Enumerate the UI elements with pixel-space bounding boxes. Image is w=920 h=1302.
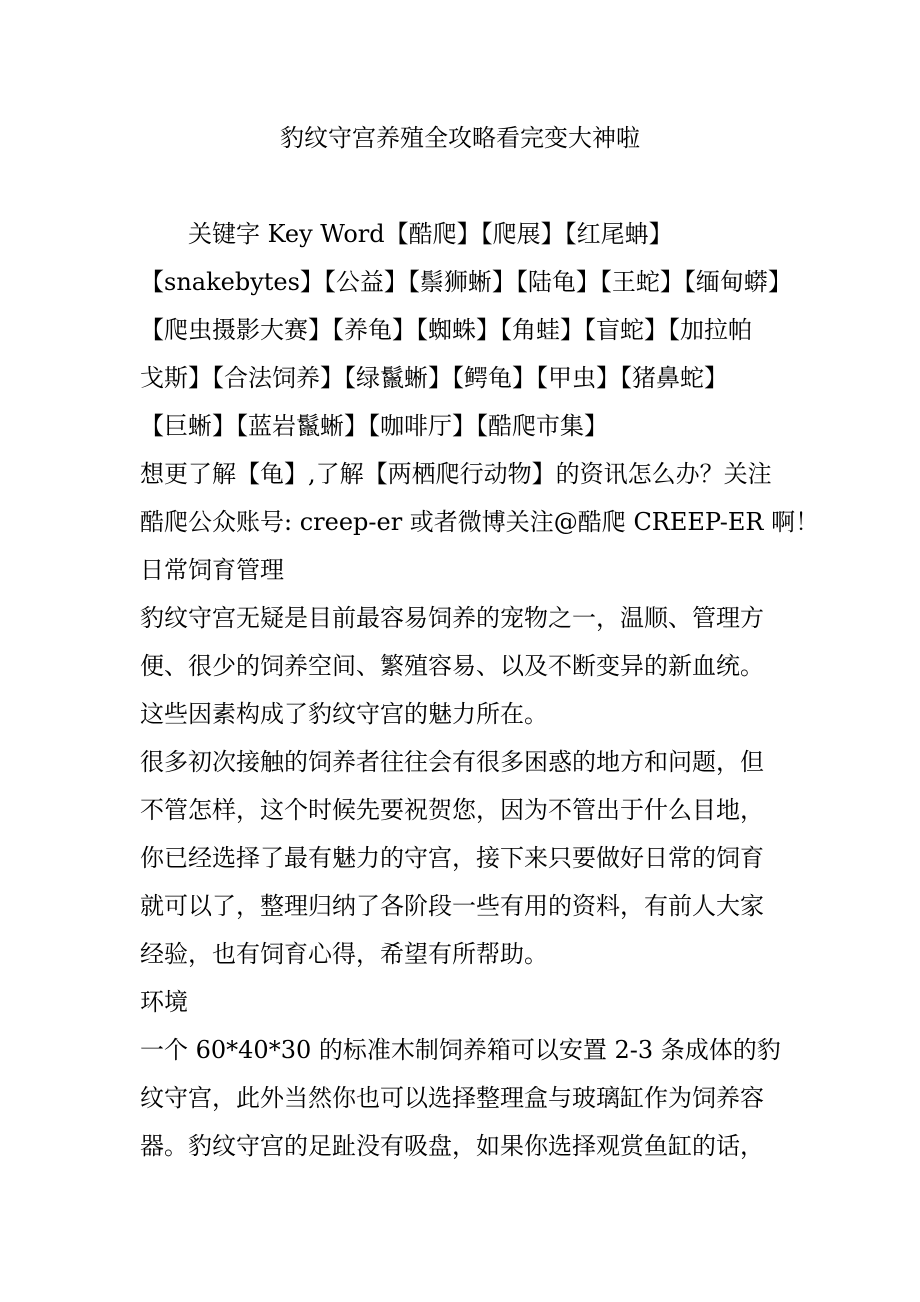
paragraph-line: 就可以了，整理归纳了各阶段一些有用的资料，有前人大家 <box>140 892 764 920</box>
document-body <box>140 210 820 1170</box>
paragraph-line: 一个 60*40*30 的标准木制饲养箱可以安置 2-3 条成体的豹 <box>140 1036 781 1064</box>
promo-line: 想更了解【龟】,了解【两栖爬行动物】的资讯怎么办？关注 <box>140 460 772 488</box>
keyword-line: 【snakebytes】【公益】【鬃狮蜥】【陆龟】【王蛇】【缅甸蟒】 <box>140 268 792 296</box>
keyword-line: 【爬虫摄影大赛】【养龟】【蜘蛛】【角蛙】【盲蛇】【加拉帕 <box>140 316 752 344</box>
keyword-line: 关键字 Key Word【酷爬】【爬展】【红尾蚺】 <box>188 220 673 248</box>
paragraph-line: 你已经选择了最有魅力的守宫，接下来只要做好日常的饲育 <box>140 844 764 872</box>
paragraph-line: 很多初次接触的饲养者往往会有很多困惑的地方和问题，但 <box>140 748 764 776</box>
paragraph-line: 纹守宫，此外当然你也可以选择整理盒与玻璃缸作为饲养容 <box>140 1084 764 1112</box>
paragraph-line: 器。豹纹守宫的足趾没有吸盘，如果你选择观赏鱼缸的话， <box>140 1132 764 1160</box>
paragraph-line: 这些因素构成了豹纹守宫的魅力所在。 <box>140 700 548 728</box>
paragraph-line: 不管怎样，这个时候先要祝贺您，因为不管出于什么目地， <box>140 796 764 824</box>
paragraph-line: 豹纹守宫无疑是目前最容易饲养的宠物之一，温顺、管理方 <box>140 604 764 632</box>
keyword-line: 戈斯】【合法饲养】【绿鬣蜥】【鳄龟】【甲虫】【猪鼻蛇】 <box>140 364 728 392</box>
paragraph-line: 便、很少的饲养空间、繁殖容易、以及不断变异的新血统。 <box>140 652 764 680</box>
section-heading-daily-care: 日常饲育管理 <box>140 556 284 584</box>
paragraph-line: 经验，也有饲育心得，希望有所帮助。 <box>140 940 548 968</box>
section-heading-environment: 环境 <box>140 988 188 1016</box>
document-title: 豹纹守宫养殖全攻略看完变大神啦 <box>280 124 640 152</box>
keyword-line: 【巨蜥】【蓝岩鬣蜥】【咖啡厅】【酷爬市集】 <box>140 412 608 440</box>
promo-line: 酷爬公众账号: creep-er 或者微博关注@酷爬 CREEP-ER 啊！ <box>140 508 820 536</box>
